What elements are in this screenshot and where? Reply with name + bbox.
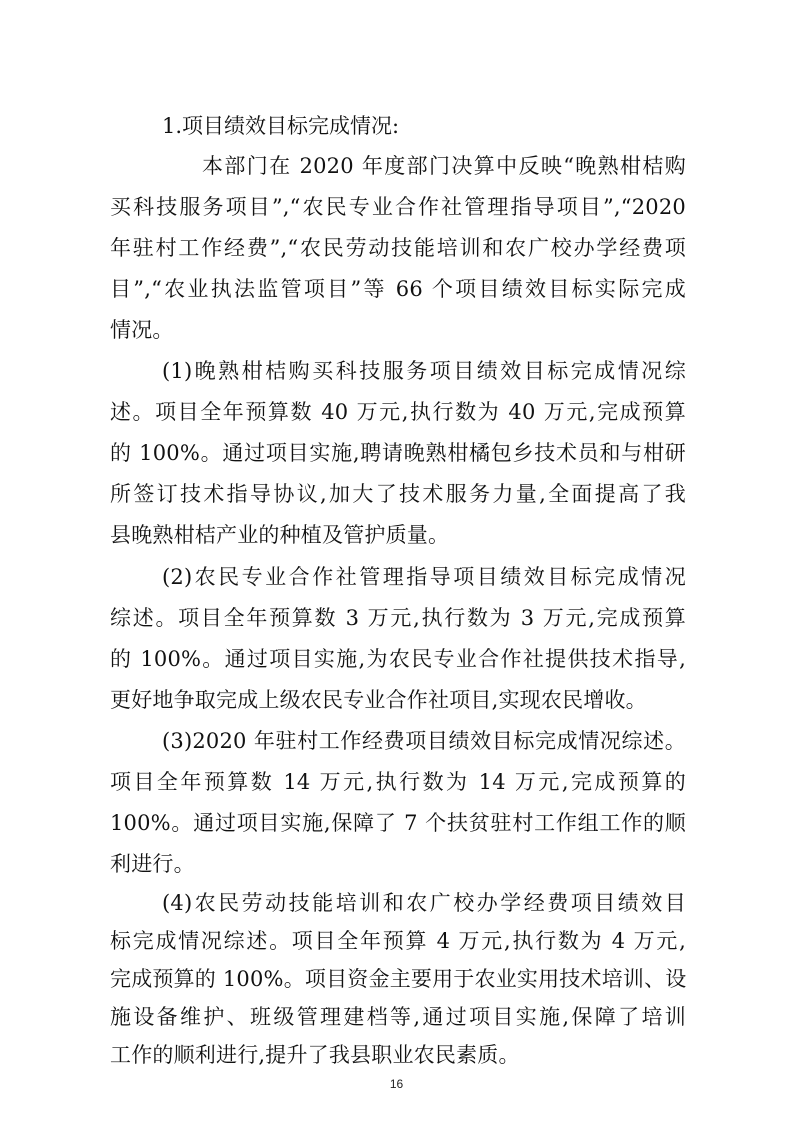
item1-line-3: 的 100%。通过项目实施,聘请晚熟柑橘包乡技术员和与柑研 (110, 441, 686, 465)
item3-line-1: (3)2020 年驻村工作经费项目绩效目标完成情况综述。 (162, 729, 686, 753)
intro-line-1: 本部门在 2020 年度部门决算中反映“晚熟柑桔购 (202, 154, 686, 178)
page-number: 16 (389, 1077, 404, 1091)
section-heading: 1.项目绩效目标完成情况: (162, 114, 400, 138)
item2-line-3: 的 100%。通过项目实施,为农民专业合作社提供技术指导, (110, 647, 686, 671)
item2-line-2: 综述。项目全年预算数 3 万元,执行数为 3 万元,完成预算 (110, 606, 686, 630)
item4-line-3: 完成预算的 100%。项目资金主要用于农业实用技术培训、设 (110, 967, 687, 991)
item3-line-4: 利进行。 (110, 852, 195, 876)
item3-line-2: 项目全年预算数 14 万元,执行数为 14 万元,完成预算的 (110, 770, 686, 794)
item1-line-1: (1)晚熟柑桔购买科技服务项目绩效目标完成情况综 (162, 359, 686, 383)
item2-line-1: (2)农民专业合作社管理指导项目绩效目标完成情况 (162, 565, 686, 589)
item3-line-3: 100%。通过项目实施,保障了 7 个扶贫驻村工作组工作的顺 (110, 811, 686, 835)
intro-line-5: 情况。 (110, 318, 174, 342)
item1-line-2: 述。项目全年预算数 40 万元,执行数为 40 万元,完成预算 (110, 400, 686, 424)
item1-line-5: 县晚熟柑桔产业的种植及管护质量。 (110, 523, 450, 547)
item4-line-4: 施设备维护、班级管理建档等,通过项目实施,保障了培训 (110, 1005, 686, 1029)
item4-line-2: 标完成情况综述。项目全年预算 4 万元,执行数为 4 万元, (110, 929, 686, 953)
intro-line-2: 买科技服务项目”,“农民专业合作社管理指导项目”,“2020 (110, 195, 686, 219)
item1-line-4: 所签订技术指导协议,加大了技术服务力量,全面提高了我 (110, 482, 686, 506)
item2-line-4: 更好地争取完成上级农民专业合作社项目,实现农民增收。 (110, 688, 647, 712)
intro-line-3: 年驻村工作经费”,“农民劳动技能培训和农广校办学经费项 (110, 236, 686, 260)
item4-line-1: (4)农民劳动技能培训和农广校办学经费项目绩效目 (162, 891, 686, 915)
item4-line-5: 工作的顺利进行,提升了我县职业农民素质。 (110, 1043, 520, 1067)
intro-line-4: 目”,“农业执法监管项目”等 66 个项目绩效目标实际完成 (110, 277, 686, 301)
